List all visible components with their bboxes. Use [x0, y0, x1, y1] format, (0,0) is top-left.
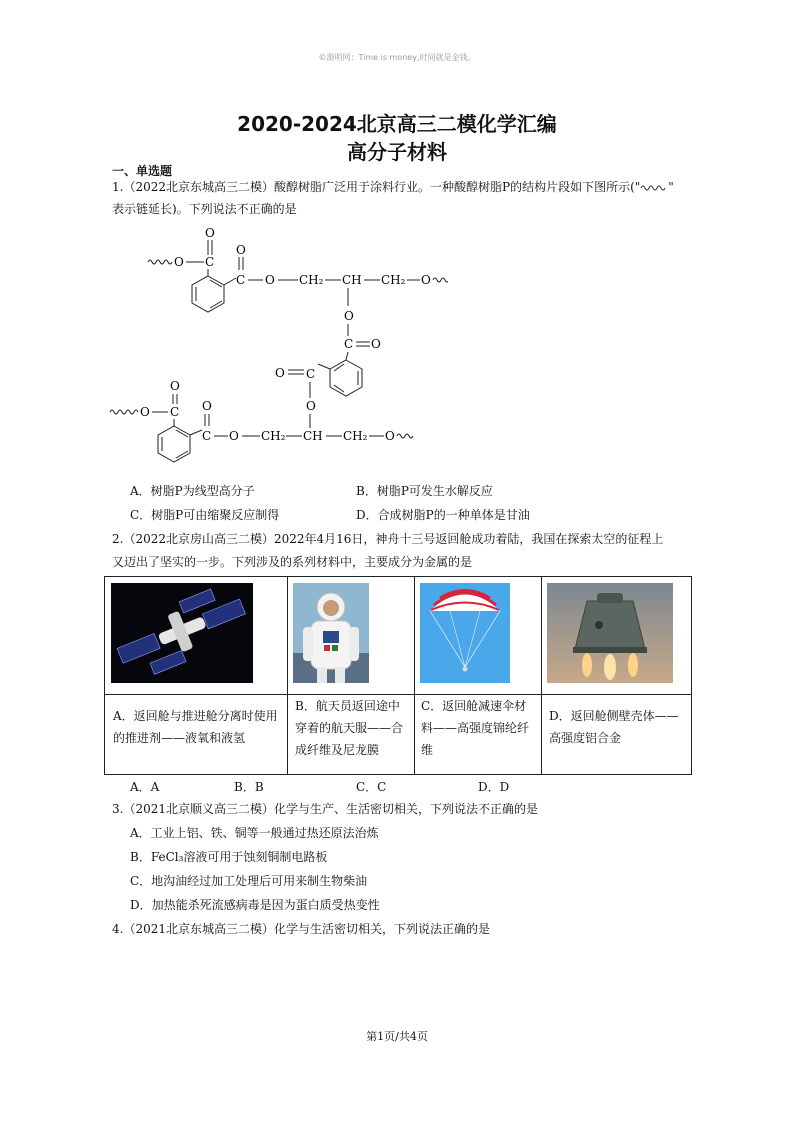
- group-ch-1: CH: [342, 273, 362, 287]
- q3-option-c: C．地沟油经过加工处理后可用来制生物柴油: [130, 874, 368, 888]
- parachute-image: [420, 583, 510, 683]
- q3-stem: 3.（2021北京顺义高三二模）化学与生产、生活密切相关，下列说法不正确的是: [112, 802, 538, 816]
- q1-stem-line2: 表示链延长)。下列说法不正确的是: [112, 202, 297, 216]
- q1-option-d: D．合成树脂P的一种单体是甘油: [356, 508, 530, 522]
- wavy-bond-right-upper: [433, 278, 448, 282]
- atom-o-14: O: [385, 429, 395, 443]
- atom-o-9: O: [306, 399, 316, 413]
- atom-o-10: O: [140, 405, 150, 419]
- q3-option-d: D．加热能杀死流感病毒是因为蛋白质受热变性: [130, 898, 380, 912]
- page-title: 2020-2024北京高三二模化学汇编: [237, 112, 557, 136]
- q2-option-a: A．A: [130, 780, 160, 794]
- page-subtitle: 高分子材料: [347, 140, 447, 164]
- wavy-bond-left-upper: [148, 260, 172, 264]
- q2-cell-d: D．返回舱侧壁壳体—— 高强度铝合金: [549, 709, 679, 745]
- q1-option-c: C．树脂P可由缩聚反应制得: [130, 508, 280, 522]
- q2-stem-line2: 又迈出了坚实的一步。下列涉及的系列材料中，主要成分为金属的是: [112, 555, 473, 569]
- atom-c-5: C: [170, 405, 180, 419]
- q2-option-b: B．B: [234, 780, 264, 794]
- atom-o-3: O: [236, 243, 246, 257]
- space-station-image: [111, 583, 253, 683]
- q1-stem-close-quote: ": [668, 180, 674, 194]
- return-capsule-image: [547, 583, 673, 683]
- benzene-ring-2: [330, 360, 362, 396]
- q3-option-a: A．工业上铝、铁、铜等一般通过热还原法治炼: [130, 826, 379, 840]
- q2-stem-line1: 2.（2022北京房山高三二模）2022年4月16日，神舟十三号返回舱成功着陆，我国在探索太空的征程上: [112, 532, 664, 546]
- q2-cell-c: C．返回舱减速伞材 料——高强度锦纶纤 维: [421, 699, 530, 757]
- atom-o-5: O: [421, 273, 431, 287]
- q1-option-a: A．树脂P为线型高分子: [130, 484, 255, 498]
- atom-c-3: C: [344, 337, 354, 351]
- q1-stem-line1: [112, 178, 692, 196]
- resin-structure-diagram: [108, 222, 448, 482]
- group-ch-2: CH: [303, 429, 323, 443]
- q2-option-c: C．C: [356, 780, 387, 794]
- q1-stem-text: 1.（2022北京东城高三二模）酸醇树脂广泛用于涂料行业。一种酸醇树脂P的结构片段如下图所示(": [112, 180, 641, 194]
- atom-o-6: O: [344, 309, 354, 323]
- q4-stem: 4.（2021北京东城高三二模）化学与生活密切相关，下列说法正确的是: [112, 922, 490, 936]
- atom-c-2: C: [236, 273, 246, 287]
- q3-option-b: B．FeCl₃溶液可用于蚀刻铜制电路板: [130, 850, 328, 864]
- atom-o-11: O: [170, 379, 180, 393]
- atom-o-12: O: [202, 399, 212, 413]
- q2-cell-a: A．返回舱与推进舱分离时使用 的推进剂——液氧和液氢: [113, 709, 278, 745]
- atom-o-7: O: [371, 337, 381, 351]
- group-ch2-3: CH₂: [261, 429, 286, 443]
- atom-o-13: O: [229, 429, 239, 443]
- astronaut-suit-image: [293, 583, 369, 683]
- watermark: ©源明网：Time is money,时间就是金钱。: [318, 53, 476, 62]
- benzene-ring-3: [158, 426, 190, 462]
- benzene-ring-1: [192, 276, 224, 312]
- page-footer: 第1页/共4页: [366, 1030, 428, 1043]
- q2-cell-b: B．航天员返回途中 穿着的航天服——合 成纤维及尼龙膜: [295, 699, 404, 757]
- group-ch2-2: CH₂: [381, 273, 406, 287]
- atom-o-1: O: [174, 255, 184, 269]
- q1-option-b: B．树脂P可发生水解反应: [356, 484, 493, 498]
- atom-c-1: C: [205, 255, 215, 269]
- atom-c-4: C: [306, 367, 316, 381]
- wavy-bond-left-lower: [110, 410, 138, 414]
- q2-option-d: D．D: [478, 780, 510, 794]
- atom-o-4: O: [265, 273, 275, 287]
- section-label: 一、单选题: [112, 164, 173, 178]
- q2-material-table: [104, 576, 692, 775]
- wavy-bond-icon: [640, 183, 668, 193]
- atom-o-8: O: [275, 366, 285, 380]
- atom-o-2: O: [205, 226, 215, 240]
- wavy-bond-right-lower: [397, 434, 413, 438]
- atom-c-6: C: [202, 429, 212, 443]
- group-ch2-1: CH₂: [299, 273, 324, 287]
- group-ch2-4: CH₂: [343, 429, 368, 443]
